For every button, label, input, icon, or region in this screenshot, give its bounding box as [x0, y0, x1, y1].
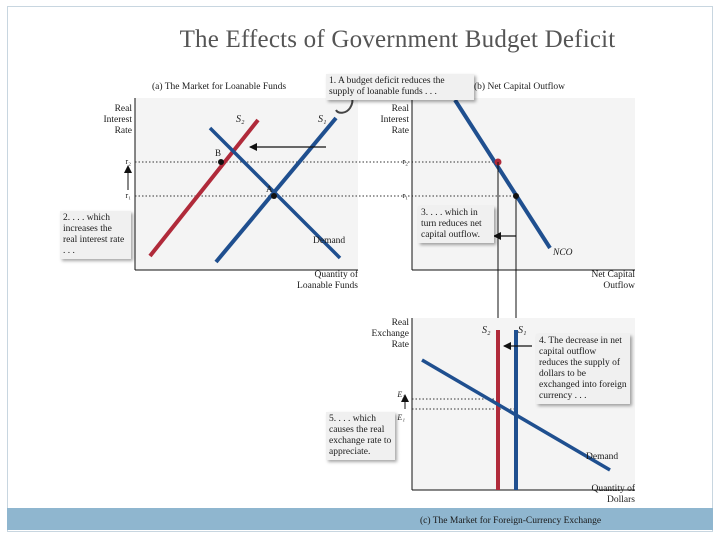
panel-b-y-label-1: Real	[391, 104, 409, 114]
panel-a-x-label-2: Loanable Funds	[297, 281, 358, 291]
panel-a-y-label-2: Interest	[103, 115, 132, 125]
panel-b-y-label-2: Interest	[380, 115, 409, 125]
note-2-box: 2. . . . which increases the real interest rate . . .	[60, 211, 131, 259]
panel-c-caption: (c) The Market for Foreign-Currency Exchange	[420, 516, 602, 526]
note-5-box: 5. . . . which causes the real exchange rate to appreciate.	[326, 412, 395, 460]
panel-c-e1-tick: E₁	[397, 413, 405, 422]
label-nco: NCO	[553, 248, 573, 258]
panel-c-y-label-1: Real	[391, 318, 409, 328]
panel-b-x-label-2: Outflow	[603, 281, 635, 291]
panel-c-e2-tick: E₂	[397, 390, 405, 399]
panel-a-r2-tick: r₂	[125, 157, 131, 166]
note-1-box: 1. A budget deficit reduces the supply of loanable funds . . .	[326, 74, 474, 100]
panel-a-y-label-1: Real	[114, 104, 132, 114]
panel-c-x-label-2: Dollars	[607, 495, 635, 505]
label-demand-a: Demand	[313, 236, 346, 246]
panel-a-r1-tick: r₁	[125, 191, 131, 200]
note-3-box: 3. . . . which in turn reduces net capital outflow.	[418, 206, 494, 243]
label-demand-c: Demand	[586, 452, 619, 462]
panel-a-caption: (a) The Market for Loanable Funds	[152, 82, 287, 92]
label-point-a: A	[266, 184, 273, 194]
panel-b-r2-tick: r₂	[402, 157, 408, 166]
panel-b-r1-tick: r₁	[402, 191, 408, 200]
panel-a-y-label-3: Rate	[114, 126, 132, 136]
panel-c-y-label-2: Exchange	[371, 329, 409, 339]
footer-bar	[7, 508, 713, 530]
panel-b-caption: (b) Net Capital Outflow	[474, 82, 566, 92]
label-s2: S₂	[236, 114, 245, 125]
panel-c-y-label-3: Rate	[391, 340, 409, 350]
panel-b-axes	[412, 98, 635, 270]
label-point-b: B	[215, 148, 222, 158]
label-dollar-s1: S₁	[518, 325, 527, 336]
supply-curve-s2	[150, 120, 258, 256]
label-s1: S₁	[318, 114, 327, 125]
panel-b-y-label-3: Rate	[391, 126, 409, 136]
panel-b-x-label-1: Net Capital	[591, 270, 635, 280]
slide-title: The Effects of Government Budget Deficit	[179, 26, 616, 53]
note-4-box: 4. The decrease in net capital outflow reduces the supply of dollars to be exchanged into foreign currency . . .	[536, 334, 630, 404]
panel-c-x-label-1: Quantity of	[591, 484, 635, 494]
panel-a-x-label-1: Quantity of	[314, 270, 358, 280]
point-b	[218, 159, 224, 165]
label-dollar-s2: S₂	[482, 325, 491, 336]
